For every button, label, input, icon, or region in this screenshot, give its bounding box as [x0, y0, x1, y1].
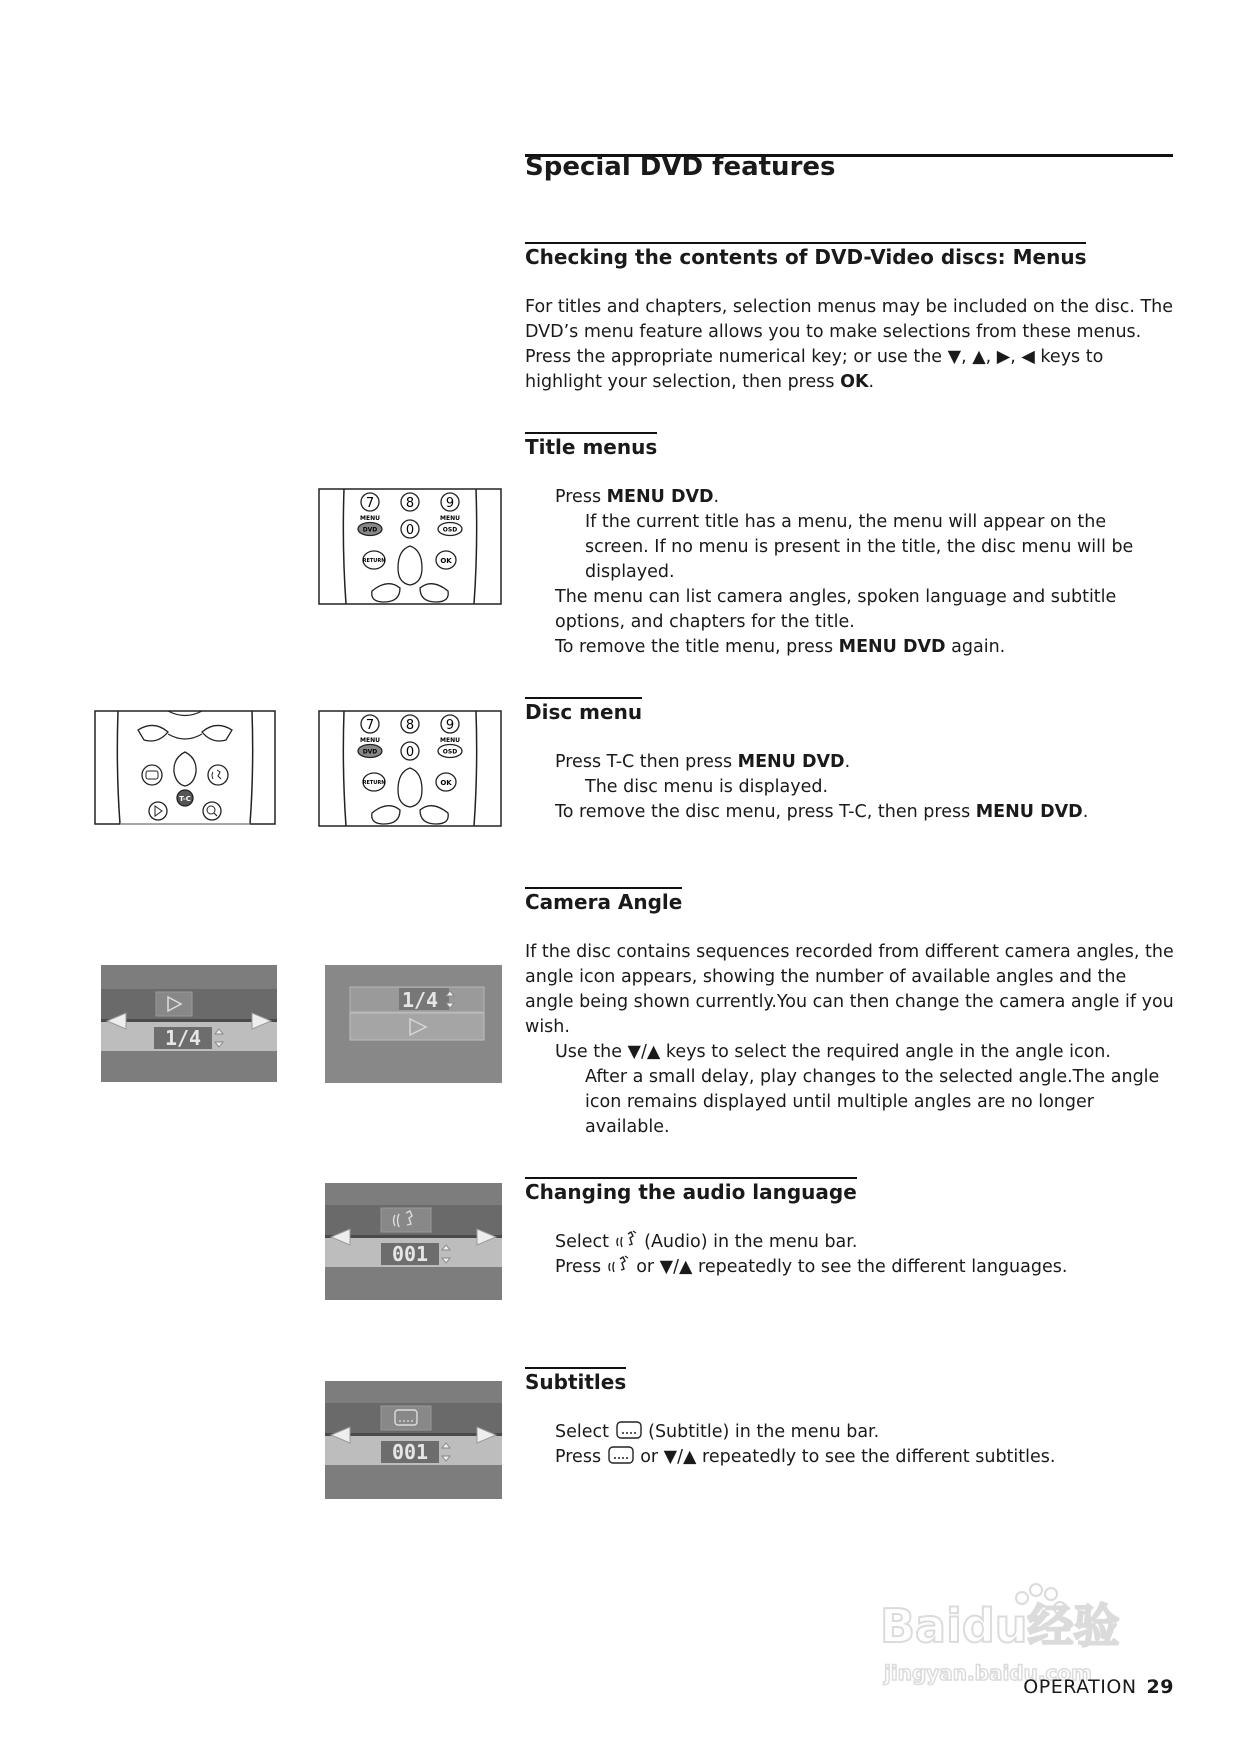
- subtitles-l1-pre: Select: [555, 1422, 615, 1442]
- menus-body: For titles and chapters, selection menus may be included on the disc. The DVD’s menu feature allows you to make selections from these menus. Press the appropriate numerical key; or use the ▼, ▲, ▶, ◀ keys to highlight your selection, then press: [525, 297, 1174, 392]
- key-osd-label: OSD: [442, 748, 458, 756]
- subtitles-l1-post: (Subtitle) in the menu bar.: [642, 1422, 880, 1442]
- title-menus-l4-key: MENU DVD: [838, 637, 946, 657]
- title-menus-l4-post: again.: [945, 637, 1006, 657]
- title-menus-line-4: [555, 635, 1175, 660]
- page-title: Special DVD features: [525, 152, 836, 182]
- menu-label-left: MENU: [360, 737, 380, 744]
- disc-menu-l3-post: .: [1082, 802, 1089, 822]
- key-7-label: 7: [365, 496, 375, 511]
- title-menus-line-2: If the current title has a menu, the menu will appear on the screen. If no menu is present in the title, the disc menu will be displayed.: [585, 512, 1134, 582]
- disc-menu-l3-pre: To remove the disc menu, press T-C, then press: [555, 802, 976, 822]
- menu-label-left: MENU: [360, 515, 380, 522]
- osd-audio-menubar: [325, 1183, 502, 1300]
- title-menus-l1-key: MENU DVD: [606, 487, 714, 507]
- osd-angle-value-2: 1/4: [401, 988, 439, 1012]
- key-zoom: [203, 802, 221, 820]
- remote-menu-dvd-illustration-2: [318, 710, 502, 827]
- title-menus-l1-post: .: [713, 487, 720, 507]
- camera-angle-step-1: Use the ▼/▲ keys to select the required angle in the angle icon.: [555, 1042, 1111, 1062]
- disc-menu-line-2: The disc menu is displayed.: [585, 777, 829, 797]
- page-number: 29: [1146, 1676, 1174, 1698]
- osd-subtitle-menubar: [325, 1381, 502, 1499]
- key-tc-label: T-C: [179, 795, 191, 803]
- key-0-label: 0: [405, 745, 415, 760]
- camera-angle-steps: [555, 1040, 1175, 1140]
- key-0-label: 0: [405, 523, 415, 538]
- menus-ok-key: OK: [840, 372, 869, 392]
- camera-angle-heading: Camera Angle: [525, 887, 682, 914]
- menu-label-right: MENU: [440, 515, 460, 522]
- title-menus-line-1: [555, 485, 1175, 510]
- key-angle: [149, 802, 167, 820]
- osd-angle-menubar: [101, 965, 277, 1082]
- audio-l2-pre: Press: [555, 1257, 607, 1277]
- baidu-watermark: [870, 1580, 1170, 1690]
- key-7-label: 7: [365, 718, 375, 733]
- subtitles-line-1: [555, 1420, 1175, 1445]
- key-return-label: RETURN: [362, 558, 386, 564]
- audio-l1-pre: Select: [555, 1232, 615, 1252]
- key-8-label: 8: [405, 718, 415, 733]
- key-subtitle: [142, 765, 162, 785]
- menus-paragraph: [525, 295, 1175, 395]
- title-menus-steps: [555, 485, 1175, 660]
- page-footer: [1023, 1676, 1174, 1698]
- subtitle-icon: [615, 1420, 643, 1440]
- audio-heading: Changing the audio language: [525, 1177, 857, 1204]
- disc-menu-steps: [555, 750, 1175, 825]
- camera-angle-step-2: After a small delay, play changes to the selected angle.The angle icon remains displayed until multiple angles are no longer available.: [585, 1067, 1160, 1137]
- subtitles-line-2: [555, 1445, 1175, 1470]
- key-9-label: 9: [445, 718, 455, 733]
- audio-line-2: [555, 1255, 1175, 1280]
- subtitles-heading: Subtitles: [525, 1367, 626, 1394]
- audio-icon: [615, 1230, 639, 1250]
- audio-icon: [607, 1255, 631, 1275]
- menus-heading: Checking the contents of DVD-Video discs: Menus: [525, 242, 1086, 269]
- disc-menu-l1-post: .: [844, 752, 851, 772]
- key-ok-label: OK: [440, 779, 452, 787]
- audio-steps: [555, 1230, 1175, 1280]
- key-dvd-label: DVD: [362, 748, 378, 756]
- subtitles-steps: [555, 1420, 1175, 1470]
- menu-label-right: MENU: [440, 737, 460, 744]
- audio-line-1: [555, 1230, 1175, 1255]
- audio-l2-post: or ▼/▲ repeatedly to see the different languages.: [630, 1257, 1068, 1277]
- subtitles-l2-pre: Press: [555, 1447, 607, 1467]
- remote-menu-dvd-illustration-1: [318, 488, 502, 605]
- title-menus-line-3: The menu can list camera angles, spoken language and subtitle options, and chapters for the title.: [555, 587, 1117, 632]
- disc-menu-line-3: [555, 800, 1175, 825]
- audio-l1-post: (Audio) in the menu bar.: [638, 1232, 858, 1252]
- subtitle-icon: [607, 1445, 635, 1465]
- disc-menu-heading: Disc menu: [525, 697, 642, 724]
- key-9-label: 9: [445, 496, 455, 511]
- camera-angle-intro: If the disc contains sequences recorded from different camera angles, the angle icon appears, showing the number of available angles and the angle being shown currently.You can then change the camera angle if you wish.: [525, 942, 1174, 1037]
- disc-menu-l1-key: MENU DVD: [737, 752, 845, 772]
- watermark-url: jingyan.baidu.com: [884, 1661, 1092, 1685]
- remote-tc-illustration: [94, 710, 276, 825]
- key-return-label: RETURN: [362, 780, 386, 786]
- watermark-brand: Baidu经验: [880, 1599, 1120, 1653]
- disc-menu-l3-key: MENU DVD: [975, 802, 1083, 822]
- osd-subtitle-value: 001: [391, 1440, 429, 1464]
- menus-body-end: .: [868, 372, 875, 392]
- key-osd-label: OSD: [442, 526, 458, 534]
- key-ok-label: OK: [440, 557, 452, 565]
- key-8-label: 8: [405, 496, 415, 511]
- title-menus-heading: Title menus: [525, 432, 657, 459]
- title-menus-l1-pre: Press: [555, 487, 607, 507]
- osd-angle-icon: [325, 965, 502, 1083]
- disc-menu-line-1: [555, 750, 1175, 775]
- footer-section: OPERATION: [1023, 1676, 1137, 1698]
- title-menus-l4-pre: To remove the title menu, press: [555, 637, 839, 657]
- osd-audio-value: 001: [391, 1242, 429, 1266]
- disc-menu-l1-pre: Press T-C then press: [555, 752, 738, 772]
- osd-angle-value: 1/4: [164, 1026, 202, 1050]
- subtitles-l2-post: or ▼/▲ repeatedly to see the different subtitles.: [634, 1447, 1056, 1467]
- key-up: [398, 546, 422, 585]
- key-dvd-label: DVD: [362, 526, 378, 534]
